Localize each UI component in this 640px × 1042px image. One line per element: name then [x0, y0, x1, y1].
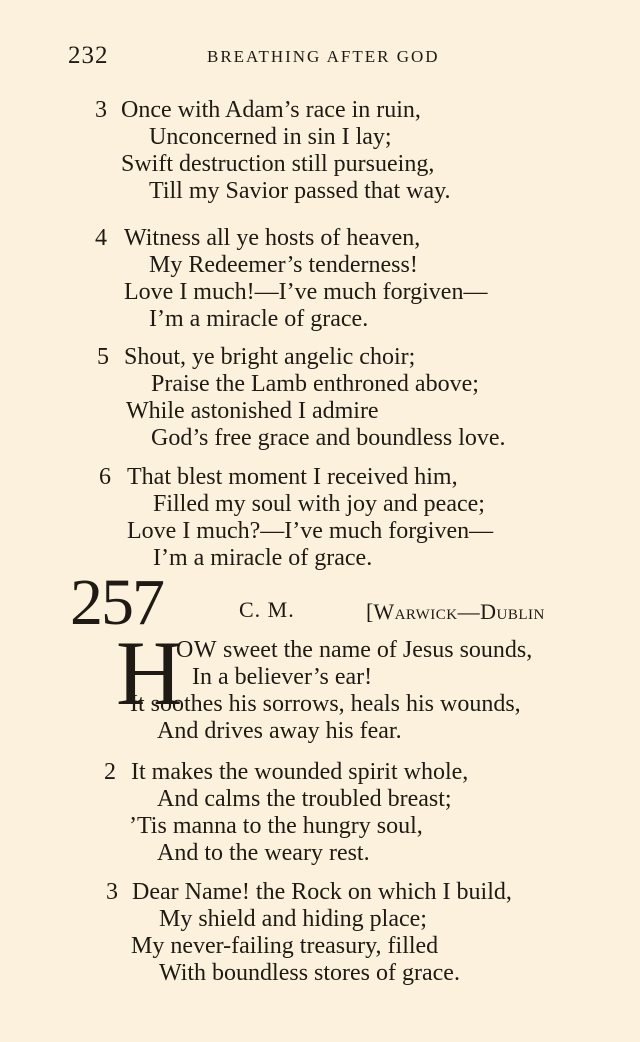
meter: C. M. [239, 597, 295, 622]
verse-number: 3 [106, 879, 118, 905]
running-title: BREATHING AFTER GOD [207, 47, 440, 66]
verse-line: It soothes his sorrows, heals his wounds, [130, 691, 521, 717]
verse-line: Shout, ye bright angelic choir; [124, 344, 416, 370]
tune-bracket: [ [366, 599, 374, 624]
verse-number: 3 [95, 97, 107, 123]
verse-line: While astonished I admire [126, 398, 379, 424]
verse-line: With boundless stores of grace. [159, 960, 460, 986]
verse-line: My Redeemer’s tenderness! [149, 252, 418, 278]
verse-line: I’m a miracle of grace. [149, 306, 369, 332]
tune-name: Warwick—Dublin [373, 599, 545, 624]
line-text: sweet the name of Jesus sounds, [216, 637, 533, 663]
verse-line: God’s free grace and boundless love. [151, 425, 506, 451]
verse-line: Filled my soul with joy and peace; [153, 491, 485, 517]
verse-line: My shield and hiding place; [159, 906, 427, 932]
verse-line: Love I much?—I’ve much forgiven— [127, 518, 494, 544]
verse-line: Witness all ye hosts of heaven, [124, 225, 421, 251]
verse-line: In a believer’s ear! [192, 664, 373, 690]
verse-line: ’Tis manna to the hungry soul, [129, 813, 423, 839]
verse-line: And calms the troubled breast; [157, 786, 452, 812]
verse-number: 4 [95, 225, 107, 251]
verse-line: Once with Adam’s race in ruin, [121, 97, 421, 123]
verse-line: Love I much!—I’ve much forgiven— [124, 279, 488, 305]
verse-number: 5 [97, 344, 109, 370]
verse-line: My never-failing treasury, filled [131, 933, 439, 959]
verse-line [176, 636, 532, 664]
hymn-number: 257 [70, 566, 163, 639]
drop-cap: H [116, 622, 183, 724]
verse-line: It makes the wounded spirit whole, [131, 759, 469, 785]
verse-number: 2 [104, 759, 116, 785]
verse-line: Till my Savior passed that way. [149, 178, 451, 204]
page-number: 232 [68, 42, 109, 69]
tune-names [366, 599, 545, 625]
verse-line: Praise the Lamb enthroned above; [151, 371, 479, 397]
verse-line: Dear Name! the Rock on which I build, [132, 879, 512, 905]
verse-line: Unconcerned in sin I lay; [149, 124, 392, 150]
verse-number: 6 [99, 464, 111, 490]
verse-line: That blest moment I received him, [127, 464, 458, 490]
verse-line: And drives away his fear. [157, 718, 402, 744]
verse-line: Swift destruction still pursueing, [121, 151, 435, 177]
first-word-caps: OW [176, 637, 217, 663]
verse-line: I’m a miracle of grace. [153, 545, 373, 571]
verse-line: And to the weary rest. [157, 840, 370, 866]
